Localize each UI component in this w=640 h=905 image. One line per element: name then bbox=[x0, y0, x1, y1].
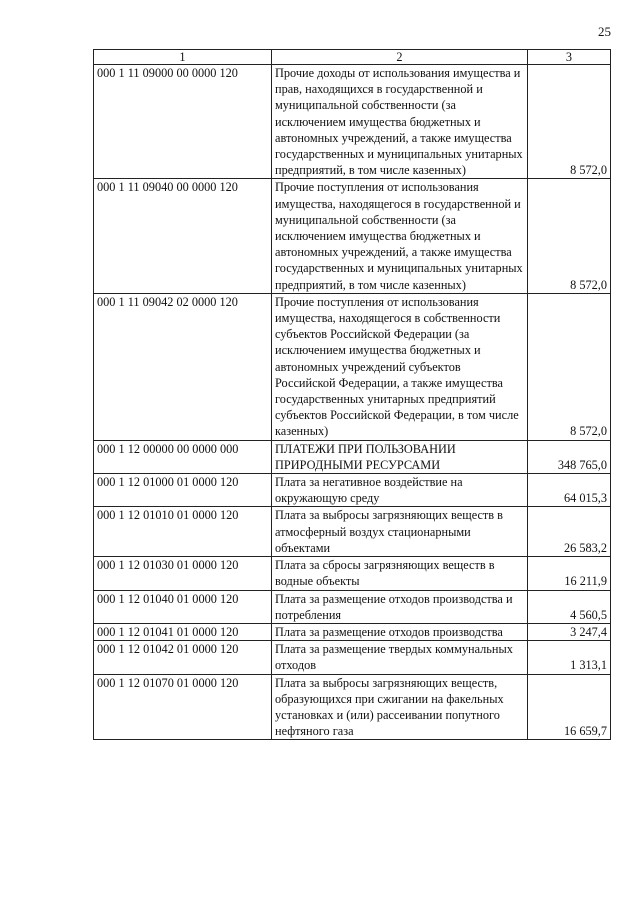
amount: 16 211,9 bbox=[528, 557, 611, 590]
table-row bbox=[94, 65, 611, 179]
table-row bbox=[94, 507, 611, 557]
amount: 16 659,7 bbox=[528, 674, 611, 740]
table-row bbox=[94, 557, 611, 590]
revenue-name: Плата за выбросы загрязняющих веществ, образующихся при сжигании на факельных установках и (или) рассеивании попутного нефтяного газа bbox=[272, 674, 528, 740]
revenue-name: Плата за размещение отходов производства и потребления bbox=[272, 590, 528, 623]
amount: 1 313,1 bbox=[528, 641, 611, 674]
amount: 26 583,2 bbox=[528, 507, 611, 557]
column-header-code: 1 bbox=[94, 50, 272, 65]
budget-code: 000 1 11 09040 00 0000 120 bbox=[94, 179, 272, 293]
budget-code: 000 1 12 01070 01 0000 120 bbox=[94, 674, 272, 740]
revenue-name: Плата за негативное воздействие на окружающую среду bbox=[272, 474, 528, 507]
revenue-name: Прочие поступления от использования имущества, находящегося в собственности субъектов Российской Федерации (за исключением имущества бюджетных и автономных учреждений субъектов Российской Федерации, а также имущества государственных унитарных предприятий субъектов Российской Федерации, в том числе казенных) bbox=[272, 293, 528, 440]
page-number: 25 bbox=[598, 24, 611, 39]
budget-code: 000 1 11 09000 00 0000 120 bbox=[94, 65, 272, 179]
budget-code: 000 1 12 01000 01 0000 120 bbox=[94, 474, 272, 507]
column-header-amount: 3 bbox=[528, 50, 611, 65]
table-row bbox=[94, 293, 611, 440]
table-row bbox=[94, 440, 611, 473]
table-row bbox=[94, 674, 611, 740]
revenue-name: Плата за сбросы загрязняющих веществ в водные объекты bbox=[272, 557, 528, 590]
revenue-name: Плата за выбросы загрязняющих веществ в атмосферный воздух стационарными объектами bbox=[272, 507, 528, 557]
budget-code: 000 1 12 01030 01 0000 120 bbox=[94, 557, 272, 590]
amount: 4 560,5 bbox=[528, 590, 611, 623]
budget-code: 000 1 12 01040 01 0000 120 bbox=[94, 590, 272, 623]
amount: 64 015,3 bbox=[528, 474, 611, 507]
revenue-name: Прочие поступления от использования имущества, находящегося в государственной и муниципальной собственности (за исключением имущества бюджетных и автономных учреждений, а также имущества государственных и муниципальных унитарных предприятий, в том числе казенных) bbox=[272, 179, 528, 293]
budget-code: 000 1 11 09042 02 0000 120 bbox=[94, 293, 272, 440]
table-header-row bbox=[94, 50, 611, 65]
table-row bbox=[94, 623, 611, 640]
table-row bbox=[94, 474, 611, 507]
table-row bbox=[94, 641, 611, 674]
column-header-name: 2 bbox=[272, 50, 528, 65]
amount: 8 572,0 bbox=[528, 179, 611, 293]
budget-table bbox=[93, 49, 611, 740]
amount: 348 765,0 bbox=[528, 440, 611, 473]
amount: 8 572,0 bbox=[528, 293, 611, 440]
revenue-name: Плата за размещение твердых коммунальных отходов bbox=[272, 641, 528, 674]
revenue-name: Прочие доходы от использования имущества и прав, находящихся в государственной и муниципальной собственности (за исключением имущества бюджетных и автономных учреждений, а также имущества государственных и муниципальных унитарных предприятий, в том числе казенных) bbox=[272, 65, 528, 179]
budget-code: 000 1 12 00000 00 0000 000 bbox=[94, 440, 272, 473]
revenue-name: Плата за размещение отходов производства bbox=[272, 623, 528, 640]
amount: 8 572,0 bbox=[528, 65, 611, 179]
budget-code: 000 1 12 01042 01 0000 120 bbox=[94, 641, 272, 674]
amount: 3 247,4 bbox=[528, 623, 611, 640]
budget-code: 000 1 12 01010 01 0000 120 bbox=[94, 507, 272, 557]
budget-code: 000 1 12 01041 01 0000 120 bbox=[94, 623, 272, 640]
table-row bbox=[94, 590, 611, 623]
table-row bbox=[94, 179, 611, 293]
revenue-name: ПЛАТЕЖИ ПРИ ПОЛЬЗОВАНИИ ПРИРОДНЫМИ РЕСУРСАМИ bbox=[272, 440, 528, 473]
